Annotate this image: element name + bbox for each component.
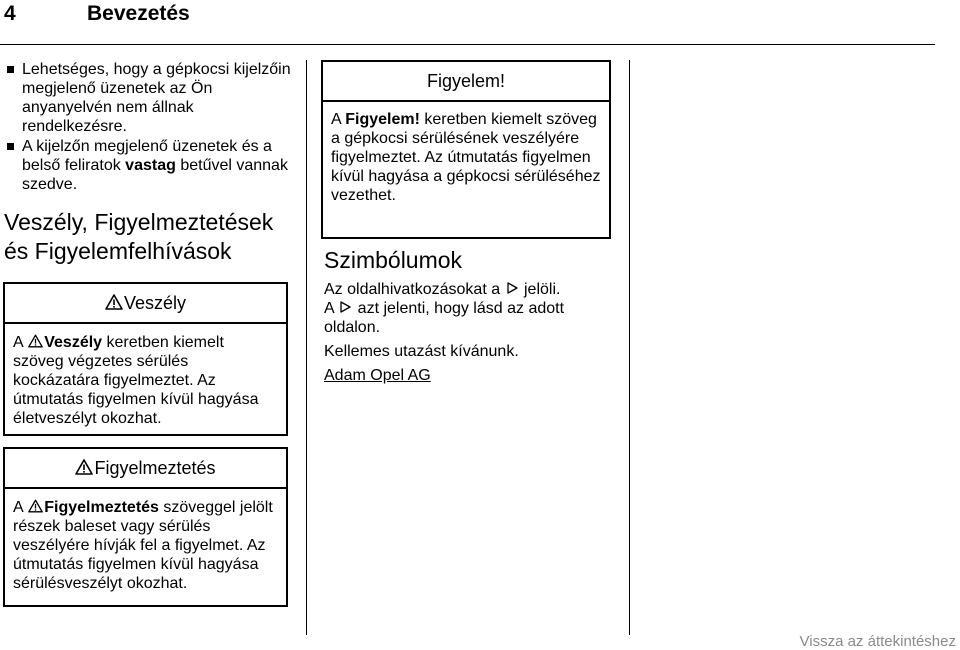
closing-text: Kellemes utazást kívánunk. [324, 343, 519, 360]
warning-body-rest: szöveggel jelölt részek baleset vagy sérülés veszélyére hívják fel a figyelmet. Az útmutatás figyelmen kívül hagyása sérülésveszélyt okozhat. [13, 499, 273, 592]
danger-box [3, 282, 288, 436]
column-divider-left [306, 60, 307, 635]
bold-word: vastag [125, 157, 176, 174]
danger-title-text: Veszély [123, 293, 187, 313]
symbols-line1-post: jelöli. [519, 281, 561, 298]
caution-body-bold: Figyelem! [345, 111, 420, 128]
section-title-line2: és Figyelemfelhívások [4, 238, 232, 264]
danger-box-title [5, 284, 286, 324]
warning-triangle-icon [28, 334, 43, 348]
caution-body-prefix: A [331, 111, 346, 128]
arrow-right-icon [340, 301, 351, 313]
warning-triangle-icon [105, 294, 123, 310]
symbols-line1 [324, 280, 612, 299]
section-title [4, 208, 292, 266]
warning-box-body [5, 489, 286, 593]
bullet-text-post: betűvel vannak szedve. [22, 157, 288, 193]
warning-body-bold: Figyelmeztetés [44, 499, 159, 516]
bullet-item [4, 60, 292, 136]
back-to-overview-link[interactable]: Vissza az áttekintéshez [799, 633, 956, 650]
warning-triangle-icon [28, 499, 43, 513]
warning-body-prefix: A [13, 499, 28, 516]
danger-box-body [5, 324, 286, 428]
signature-text: Adam Opel AG [324, 367, 431, 384]
danger-body-prefix: A [13, 334, 28, 351]
caution-box [321, 60, 611, 239]
caution-title-text: Figyelem! [426, 71, 506, 91]
bullet-item [4, 137, 292, 194]
right-column [324, 246, 612, 385]
arrow-right-icon [507, 282, 518, 294]
page-number: 4 [4, 2, 16, 25]
caution-box-title [323, 62, 609, 102]
warning-box [3, 447, 288, 607]
column-divider-right [629, 60, 630, 635]
warning-title-text: Figyelmeztetés [94, 458, 216, 478]
caution-box-body [323, 102, 609, 205]
symbols-line2-post: azt jelenti, hogy lásd az adott oldalon. [324, 300, 565, 336]
section-title-line1: Veszély, Figyelmeztetések [4, 209, 274, 235]
symbols-line2 [324, 299, 612, 337]
danger-body-bold: Veszély [44, 334, 103, 351]
bullet-text: Lehetséges, hogy a gépkocsi kijelzőin megjelenő üzenetek az Ön anyanyelvén nem állnak rendelkezésre. [22, 61, 291, 135]
warning-box-title [5, 449, 286, 489]
page-header [0, 0, 935, 45]
danger-body-rest: keretben kiemelt szöveg végzetes sérülés kockázatára figyelmeztet. Az útmutatás figyelmen kívül hagyása életveszélyt okozhat. [13, 334, 259, 427]
left-column [4, 60, 292, 266]
symbols-line1-pre: Az oldalhivatkozásokat a [324, 281, 505, 298]
chapter-title: Bevezetés [87, 2, 190, 25]
caution-body-rest: keretben kiemelt szöveg a gépkocsi sérülésének veszélyére figyelmeztet. Az útmutatás figyelmen kívül hagyása a gépkocsi sérüléséhez vezethet. [331, 111, 601, 204]
bullet-text-pre: A kijelzőn megjelenő üzenetek és a belső feliratok [22, 138, 272, 174]
symbols-title: Szimbólumok [324, 247, 463, 273]
warning-triangle-icon [75, 459, 93, 475]
symbols-line2-pre: A [324, 300, 339, 317]
